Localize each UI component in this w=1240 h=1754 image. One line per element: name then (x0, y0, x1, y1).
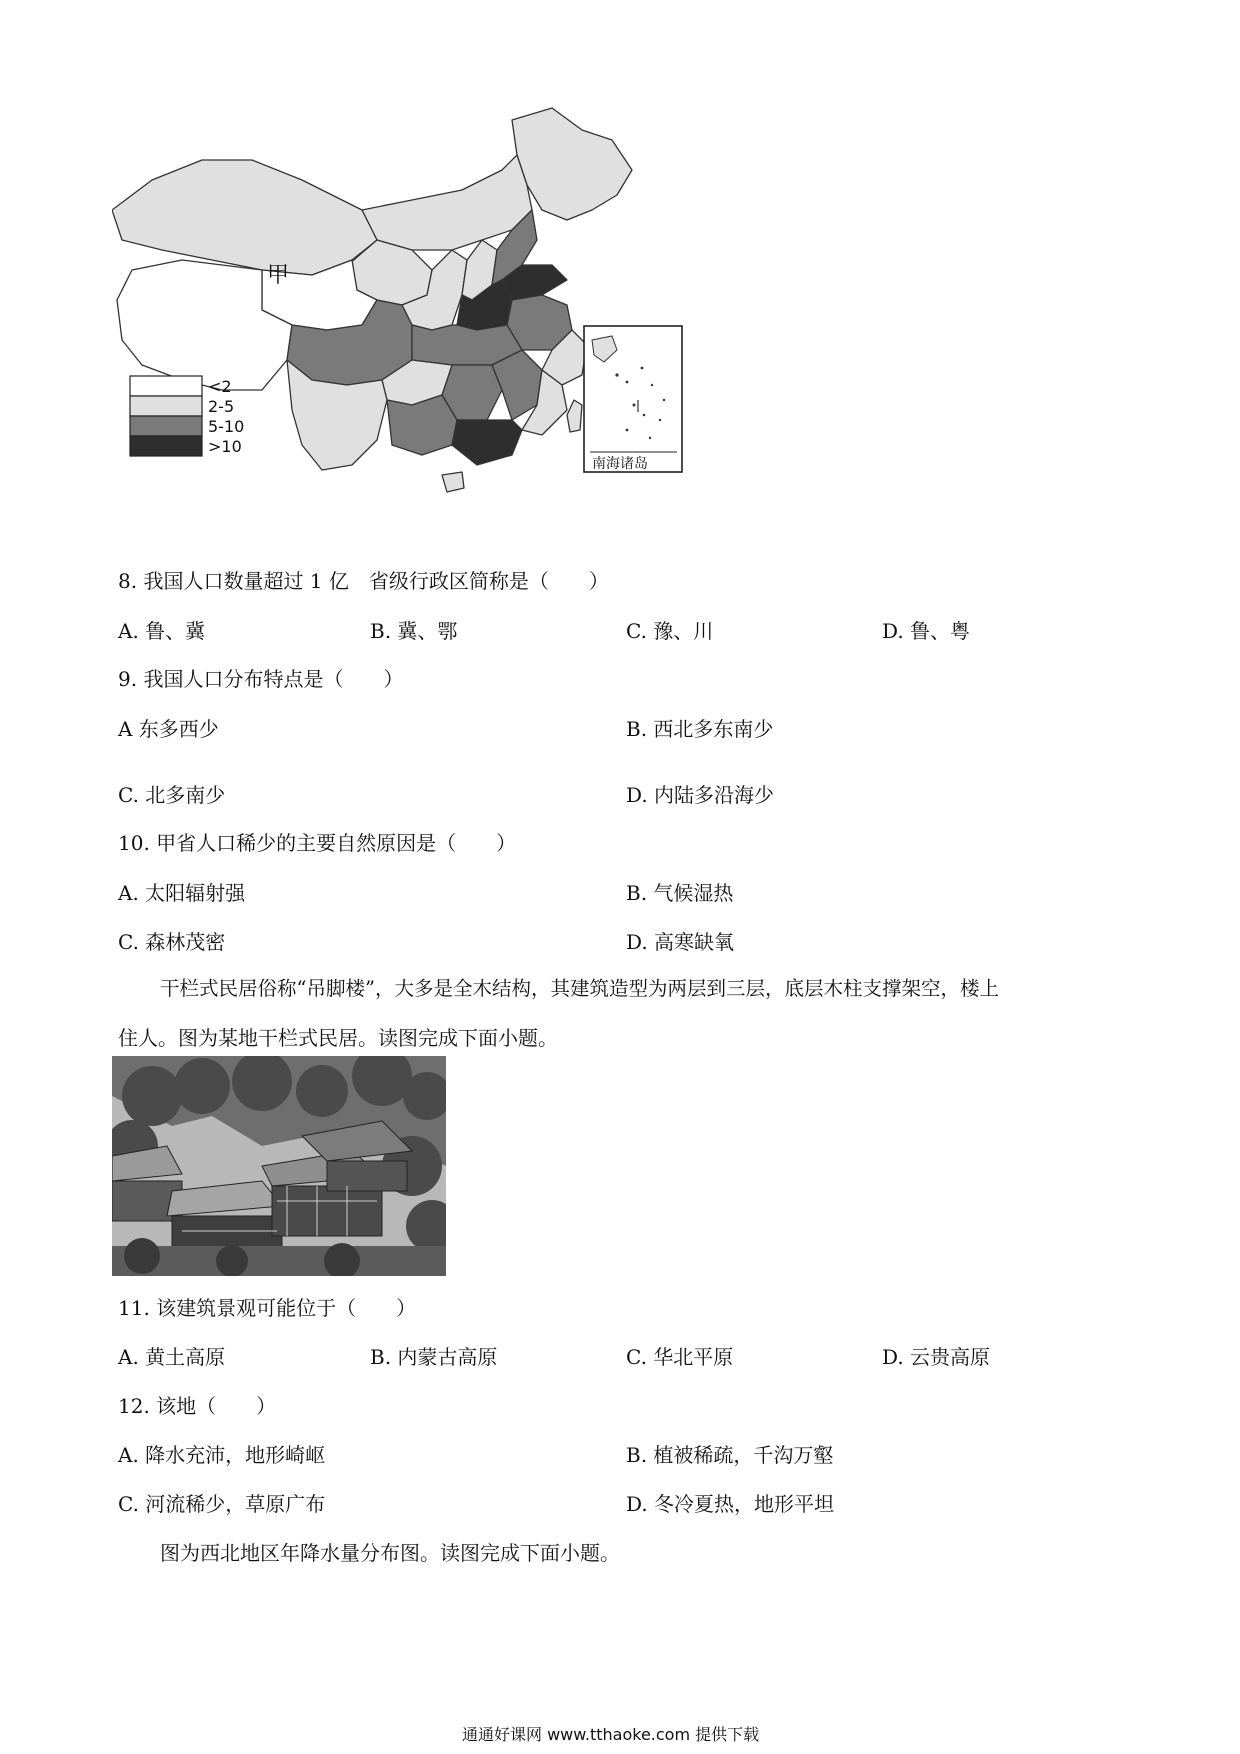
stilt-house-photo (112, 1056, 446, 1276)
legend-label-1: <2 (208, 377, 232, 396)
q9-option-b[interactable]: B. 西北多东南少 (626, 717, 774, 741)
q10-option-d[interactable]: D. 高寒缺氧 (626, 930, 735, 954)
question-11-stem: 11. 该建筑景观可能位于（ ） (118, 1296, 417, 1320)
inset-label: 南海诸岛 (592, 456, 648, 472)
region-hainan (442, 472, 464, 492)
q8-option-c[interactable]: C. 豫、川 (626, 619, 714, 643)
q12-option-a[interactable]: A. 降水充沛，地形崎岖 (118, 1443, 326, 1467)
q11-option-a[interactable]: A. 黄土高原 (118, 1345, 226, 1369)
q9-option-a[interactable]: A 东多西少 (118, 717, 219, 741)
intro-stilt-house-line2: 住人。图为某地干栏式民居。读图完成下面小题。 (118, 1026, 558, 1050)
q11-option-c[interactable]: C. 华北平原 (626, 1345, 734, 1369)
q11-option-d[interactable]: D. 云贵高原 (882, 1345, 991, 1369)
q8-option-d[interactable]: D. 鲁、粤 (882, 619, 971, 643)
region-guangxi (387, 395, 457, 455)
map-legend (130, 376, 244, 456)
region-inner-mongolia (362, 155, 532, 250)
question-12-stem: 12. 该地（ ） (118, 1394, 277, 1418)
china-map-svg (112, 100, 708, 532)
q9-option-d[interactable]: D. 内陆多沿海少 (626, 783, 775, 807)
page-footer: 通通好课网 www.tthaoke.com 提供下载 (462, 1725, 760, 1744)
q12-option-d[interactable]: D. 冬冷夏热，地形平坦 (626, 1492, 835, 1516)
question-9-stem: 9. 我国人口分布特点是（ ） (118, 667, 404, 691)
legend-label-3: 5-10 (208, 417, 245, 436)
province-label-jia: 甲 (267, 263, 290, 288)
q8-option-a[interactable]: A. 鲁、冀 (118, 619, 206, 643)
legend-label-4: >10 (208, 437, 242, 456)
intro-stilt-house-line1: 干栏式民居俗称“吊脚楼”，大多是全木结构，其建筑造型为两层到三层，底层木柱支撑架空，楼上 (160, 977, 999, 1000)
q11-option-b[interactable]: B. 内蒙古高原 (370, 1345, 498, 1369)
population-density-map (112, 100, 708, 532)
q10-option-c[interactable]: C. 森林茂密 (118, 930, 226, 954)
legend-label-2: 2-5 (208, 397, 235, 416)
region-guangdong (452, 420, 522, 465)
q10-option-a[interactable]: A. 太阳辐射强 (118, 881, 246, 905)
intro-northwest-precipitation: 图为西北地区年降水量分布图。读图完成下面小题。 (160, 1541, 620, 1565)
q8-option-b[interactable]: B. 冀、鄂 (370, 619, 458, 643)
q9-option-c[interactable]: C. 北多南少 (118, 783, 226, 807)
south-china-sea-inset (584, 326, 682, 472)
q12-option-b[interactable]: B. 植被稀疏，千沟万壑 (626, 1443, 834, 1467)
q12-option-c[interactable]: C. 河流稀少，草原广布 (118, 1492, 326, 1516)
question-10-stem: 10. 甲省人口稀少的主要自然原因是（ ） (118, 831, 517, 855)
q10-option-b[interactable]: B. 气候湿热 (626, 881, 734, 905)
question-8-stem: 8. 我国人口数量超过 1 亿 省级行政区简称是（ ） (118, 569, 609, 593)
region-xinjiang (112, 160, 377, 275)
region-taiwan (567, 400, 582, 432)
